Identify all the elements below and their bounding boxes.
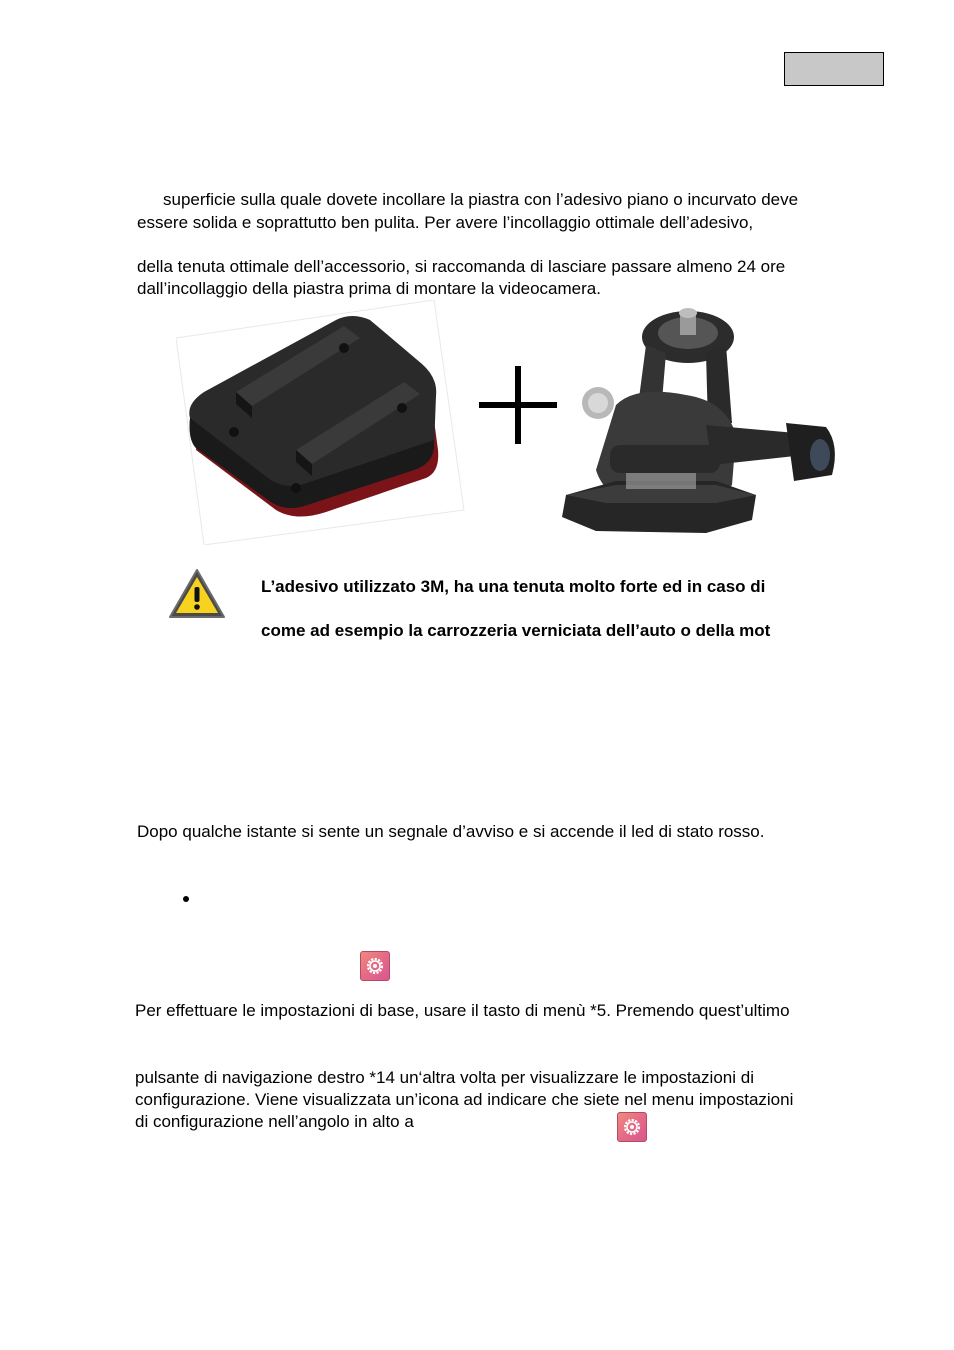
warning-triangle-icon: [168, 568, 226, 625]
warning-text-line: come ad esempio la carrozzeria verniciata dell’auto o della mot: [261, 621, 771, 640]
paragraph-line: essere solida e soprattutto ben pulita. Per avere l’incollaggio ottimale dell’adesivo,: [137, 213, 754, 232]
status-led-text: Dopo qualche istante si sente un segnale d’avviso e si accende il led di stato rosso.: [137, 822, 765, 841]
settings-text-line: pulsante di navigazione destro *14 un‘altra volta per visualizzare le impostazioni di: [135, 1068, 754, 1087]
language-tab-box: [784, 52, 884, 86]
settings-text-line: di configurazione nell’angolo in alto a: [135, 1112, 414, 1131]
flat-adhesive-mount-image: [176, 300, 466, 550]
bullet-point: [183, 896, 189, 902]
paragraph-line: della tenuta ottimale dell’accessorio, si raccomanda di lasciare passare almeno 24 ore: [137, 257, 786, 276]
plus-sign-icon: [479, 366, 559, 451]
paragraph-line: superficie sulla quale dovete incollare la piastra con l’adesivo piano o incurvato deve: [163, 190, 799, 209]
settings-gear-icon: [360, 951, 390, 981]
settings-text-line: Per effettuare le impostazioni di base, usare il tasto di menù *5. Premendo quest’ultimo: [135, 1001, 790, 1020]
swivel-mount-with-thumbscrew-image: [556, 305, 846, 545]
settings-gear-icon: [617, 1112, 647, 1142]
settings-text-line: configurazione. Viene visualizzata un’icona ad indicare che siete nel menu impostazioni: [135, 1090, 794, 1109]
paragraph-line: dall’incollaggio della piastra prima di montare la videocamera.: [137, 279, 601, 298]
warning-text-line: L’adesivo utilizzato 3M, ha una tenuta molto forte ed in caso di: [261, 577, 766, 596]
